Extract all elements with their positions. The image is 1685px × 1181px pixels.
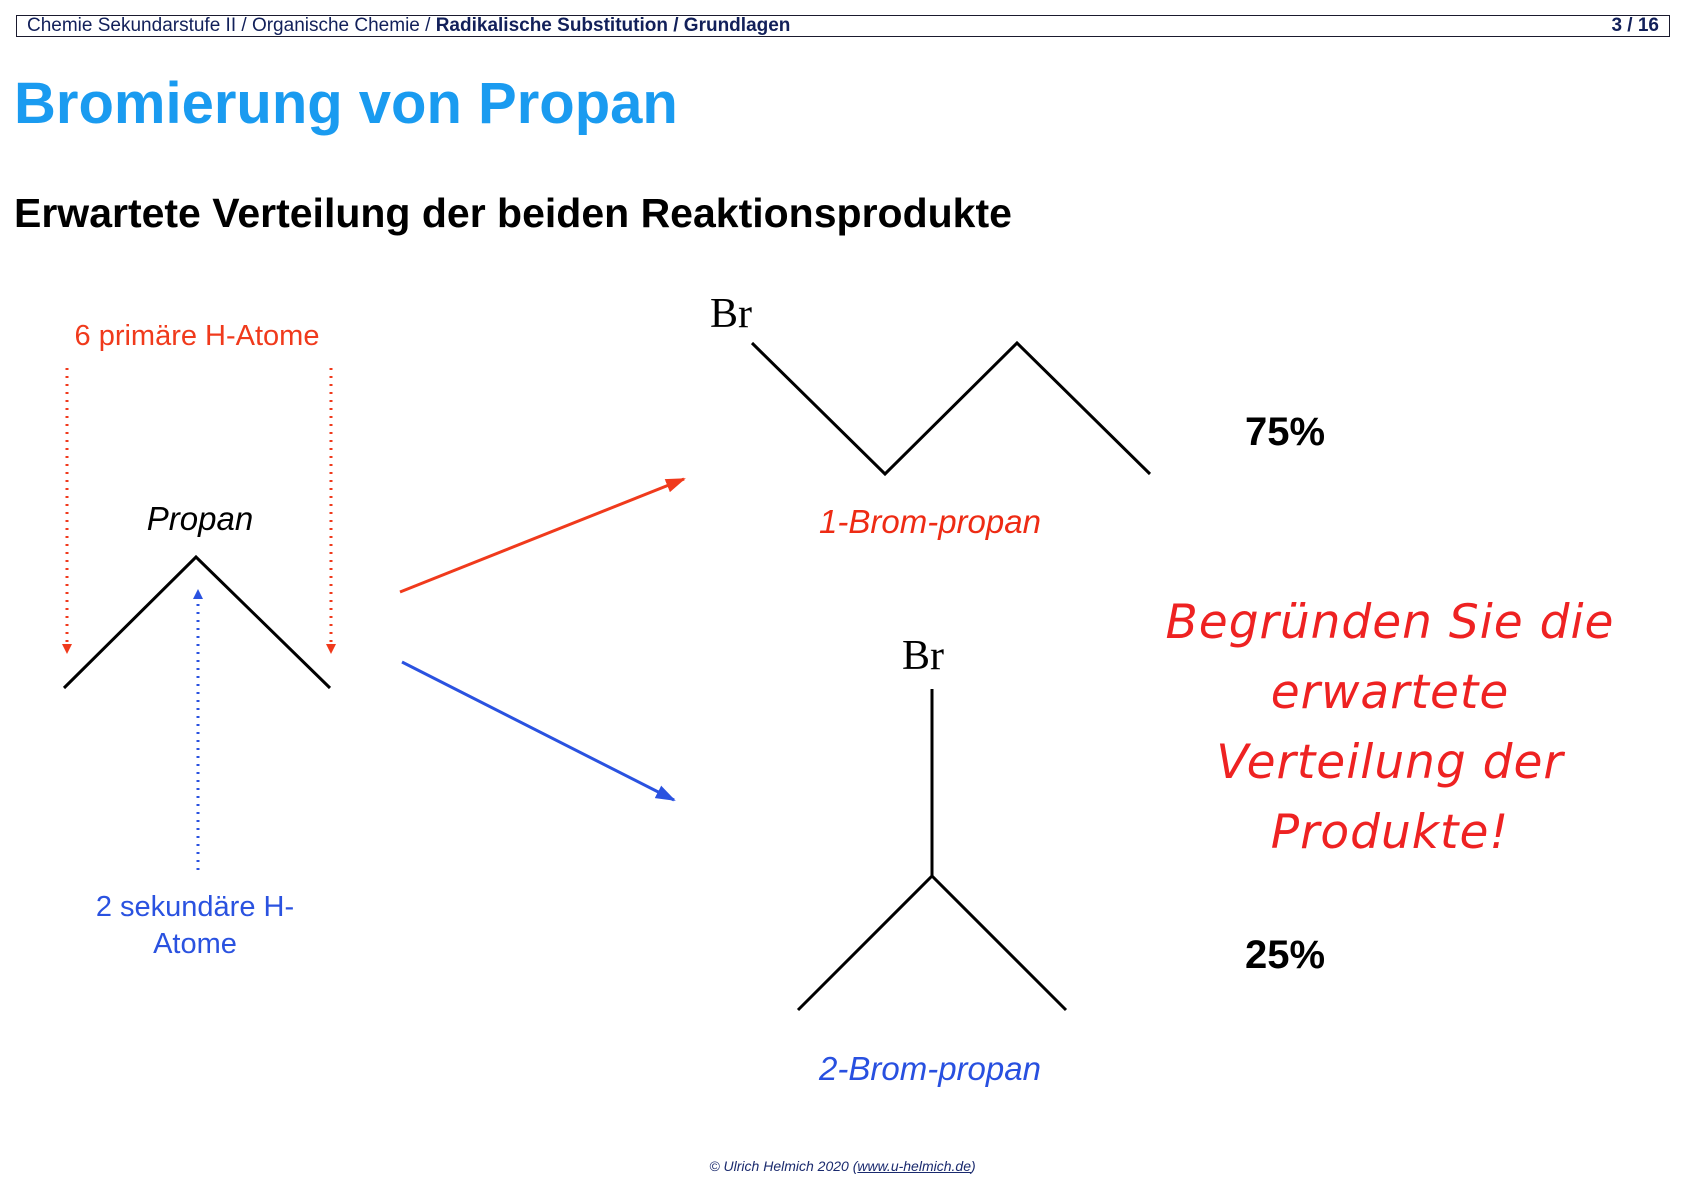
breadcrumb-current: Radikalische Substitution / Grundlagen — [435, 15, 791, 36]
secondary-h-label: 2 sekundäre H-Atome — [95, 891, 295, 960]
copyright-prefix: © Ulrich Helmich 2020 ( — [709, 1158, 858, 1174]
reaction-arrow-product2 — [402, 662, 674, 800]
task-prompt: Begründen Sie die erwartete Verteilung der Produkte! — [1165, 595, 1615, 860]
product2-br-label: Br — [902, 633, 944, 679]
product1-structure — [752, 343, 1150, 474]
reactant-label: Propan — [146, 500, 254, 537]
page-indicator: 3 / 16 — [1611, 15, 1659, 36]
breadcrumb-path: Chemie Sekundarstufe II / Organische Chemie / — [27, 15, 436, 36]
reaction-arrow-product1 — [400, 479, 684, 592]
primary-h-label: 6 primäre H-Atome — [74, 320, 320, 352]
website-link[interactable]: www.u-helmich.de — [857, 1158, 971, 1174]
copyright-footer — [0, 1158, 1685, 1174]
subtitle: Erwartete Verteilung der beiden Reaktionsprodukte — [14, 190, 1012, 236]
product2-structure — [798, 876, 1066, 1010]
product1-name: 1-Brom-propan — [819, 503, 1041, 540]
product1-br-label: Br — [710, 291, 752, 337]
product2-name: 2-Brom-propan — [819, 1050, 1041, 1087]
product2-percent: 25% — [1245, 933, 1326, 977]
page-title: Bromierung von Propan — [14, 71, 678, 136]
product1-percent: 75% — [1245, 410, 1326, 454]
copyright-suffix: ) — [970, 1158, 976, 1174]
